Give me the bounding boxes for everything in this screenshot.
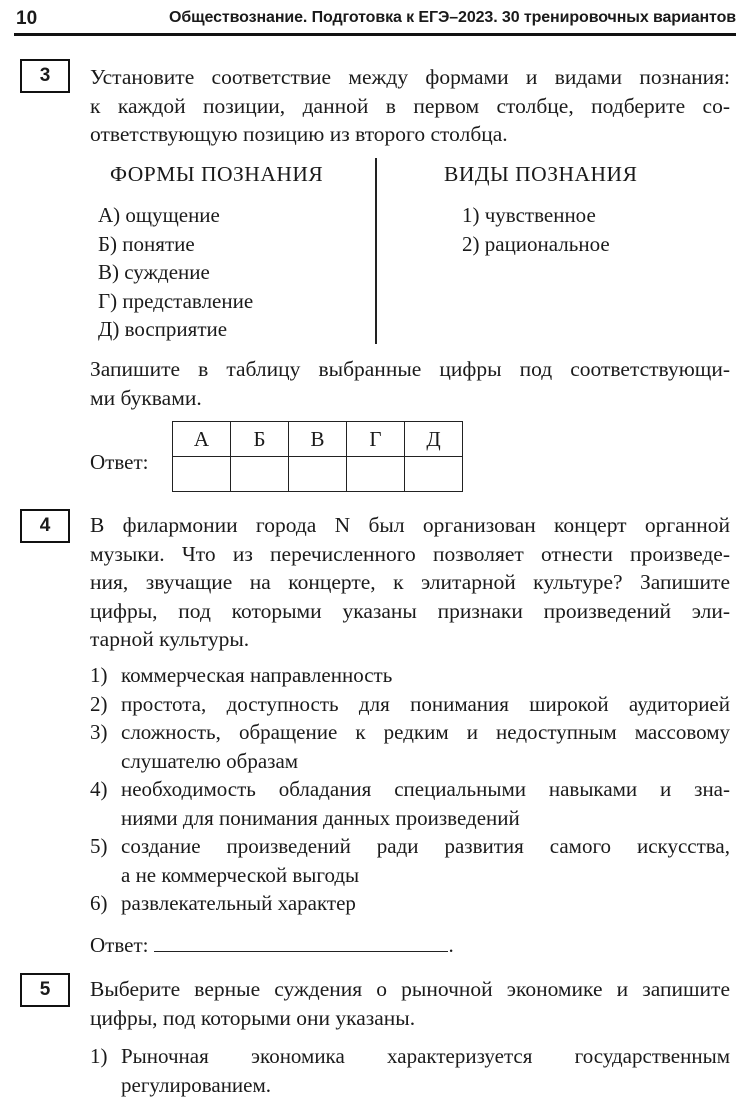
- q3-instruction: [90, 355, 730, 412]
- q4-line: цифры, под которыми указаны признаки произведений эли-: [90, 598, 730, 623]
- q3-line: к каждой позиции, данной в первом столбце, подберите со-: [90, 93, 730, 118]
- q4-answer-end: .: [448, 933, 454, 957]
- q3-instruction-line: ми буквами.: [90, 385, 202, 410]
- left-column-items: [98, 201, 253, 344]
- column-divider: [375, 158, 377, 344]
- form-item: Б) понятие: [98, 231, 195, 256]
- form-item: В) суждение: [98, 260, 210, 284]
- answer-cell-v[interactable]: [289, 457, 347, 492]
- answer-table-header: В: [289, 422, 347, 457]
- q4-answer-label: Ответ:: [90, 933, 149, 957]
- q4-line: В филармонии города N был организован концерт органной: [90, 513, 730, 537]
- q4-line: тарной культуры.: [90, 627, 250, 651]
- form-item: Д) восприятие: [98, 317, 228, 341]
- q5-option-1: [90, 1042, 730, 1099]
- q4-options: [90, 661, 730, 918]
- q3-instruction-line: Запишите в таблицу выбранные цифры под соответствующи-: [90, 357, 730, 381]
- q3-answer-label: Ответ:: [90, 450, 149, 474]
- kind-item: 2) рациональное: [462, 231, 610, 256]
- option-text: развлекательный характер: [121, 891, 356, 915]
- q4-option-6: [90, 889, 730, 918]
- option-text: Рыночная экономика характеризуется государственным: [121, 1044, 730, 1068]
- option-number: 1): [90, 1044, 108, 1068]
- question-number-3: 3: [20, 59, 70, 93]
- option-number: 2): [90, 691, 108, 716]
- q5-options: [90, 1042, 730, 1099]
- q3-text: [90, 63, 730, 149]
- option-text: ниями для понимания данных произведений: [121, 805, 520, 830]
- question-number-4: 4: [20, 509, 70, 543]
- answer-table-header: Г: [347, 422, 405, 457]
- option-text: простота, доступность для понимания широкой аудиторией: [121, 691, 730, 716]
- q5-line: Выберите верные суждения о рыночной экономике и запишите: [90, 977, 730, 1001]
- q3-line: Установите соответствие между формами и видами познания:: [90, 65, 730, 89]
- answer-cell-b[interactable]: [231, 457, 289, 492]
- q4-option-2: [90, 690, 730, 719]
- q4-option-1: [90, 661, 730, 690]
- book-title: Обществознание. Подготовка к ЕГЭ–2023. 30 тренировочных вариантов: [168, 9, 736, 26]
- answer-table: [172, 421, 463, 492]
- option-text: коммерческая направленность: [121, 663, 393, 687]
- option-number: 6): [90, 891, 108, 915]
- page-number: 10: [16, 8, 38, 29]
- q4-text: [90, 511, 730, 654]
- answer-table-header: А: [173, 422, 231, 457]
- q4-line: ния, звучащие на концерте, к элитарной культуре? Запишите: [90, 570, 730, 594]
- q4-option-5: [90, 832, 730, 889]
- right-column-items: [462, 201, 610, 258]
- option-number: 3): [90, 720, 108, 744]
- q4-line: музыки. Что из перечисленного позволяет отнести произведе-: [90, 541, 730, 566]
- answer-table-input-row: [173, 457, 463, 492]
- answer-cell-a[interactable]: [173, 457, 231, 492]
- q4-option-4: [90, 775, 730, 832]
- answer-table-header: Б: [231, 422, 289, 457]
- option-text: сложность, обращение к редким и недоступным массовому: [121, 720, 730, 744]
- answer-table-header-row: [173, 422, 463, 457]
- option-number: 5): [90, 834, 108, 858]
- q3-line: ответствующую позицию из второго столбца.: [90, 122, 508, 146]
- answer-cell-g[interactable]: [347, 457, 405, 492]
- kind-item: 1) чувственное: [462, 203, 596, 227]
- option-text: а не коммерческой выгоды: [121, 862, 360, 887]
- option-text: слушателю образам: [121, 748, 299, 773]
- question-number-5: 5: [20, 973, 70, 1007]
- form-item: А) ощущение: [98, 203, 220, 227]
- answer-table-header: Д: [405, 422, 463, 457]
- form-item: Г) представление: [98, 288, 254, 313]
- left-column-header: ФОРМЫ ПОЗНАНИЯ: [110, 162, 324, 186]
- answer-cell-d[interactable]: [405, 457, 463, 492]
- q5-text: [90, 975, 730, 1032]
- q4-answer: [90, 931, 454, 960]
- option-text: регулированием.: [121, 1072, 272, 1097]
- right-column-header: ВИДЫ ПОЗНАНИЯ: [444, 162, 638, 186]
- page-header: [14, 6, 736, 36]
- q4-option-3: [90, 718, 730, 775]
- answer-line-input[interactable]: [154, 932, 448, 952]
- option-number: 1): [90, 663, 108, 687]
- option-text: необходимость обладания специальными навыками и зна-: [121, 777, 730, 801]
- q5-line: цифры, под которыми они указаны.: [90, 1005, 416, 1030]
- option-number: 4): [90, 777, 108, 801]
- option-text: создание произведений ради развития самого искусства,: [121, 834, 730, 858]
